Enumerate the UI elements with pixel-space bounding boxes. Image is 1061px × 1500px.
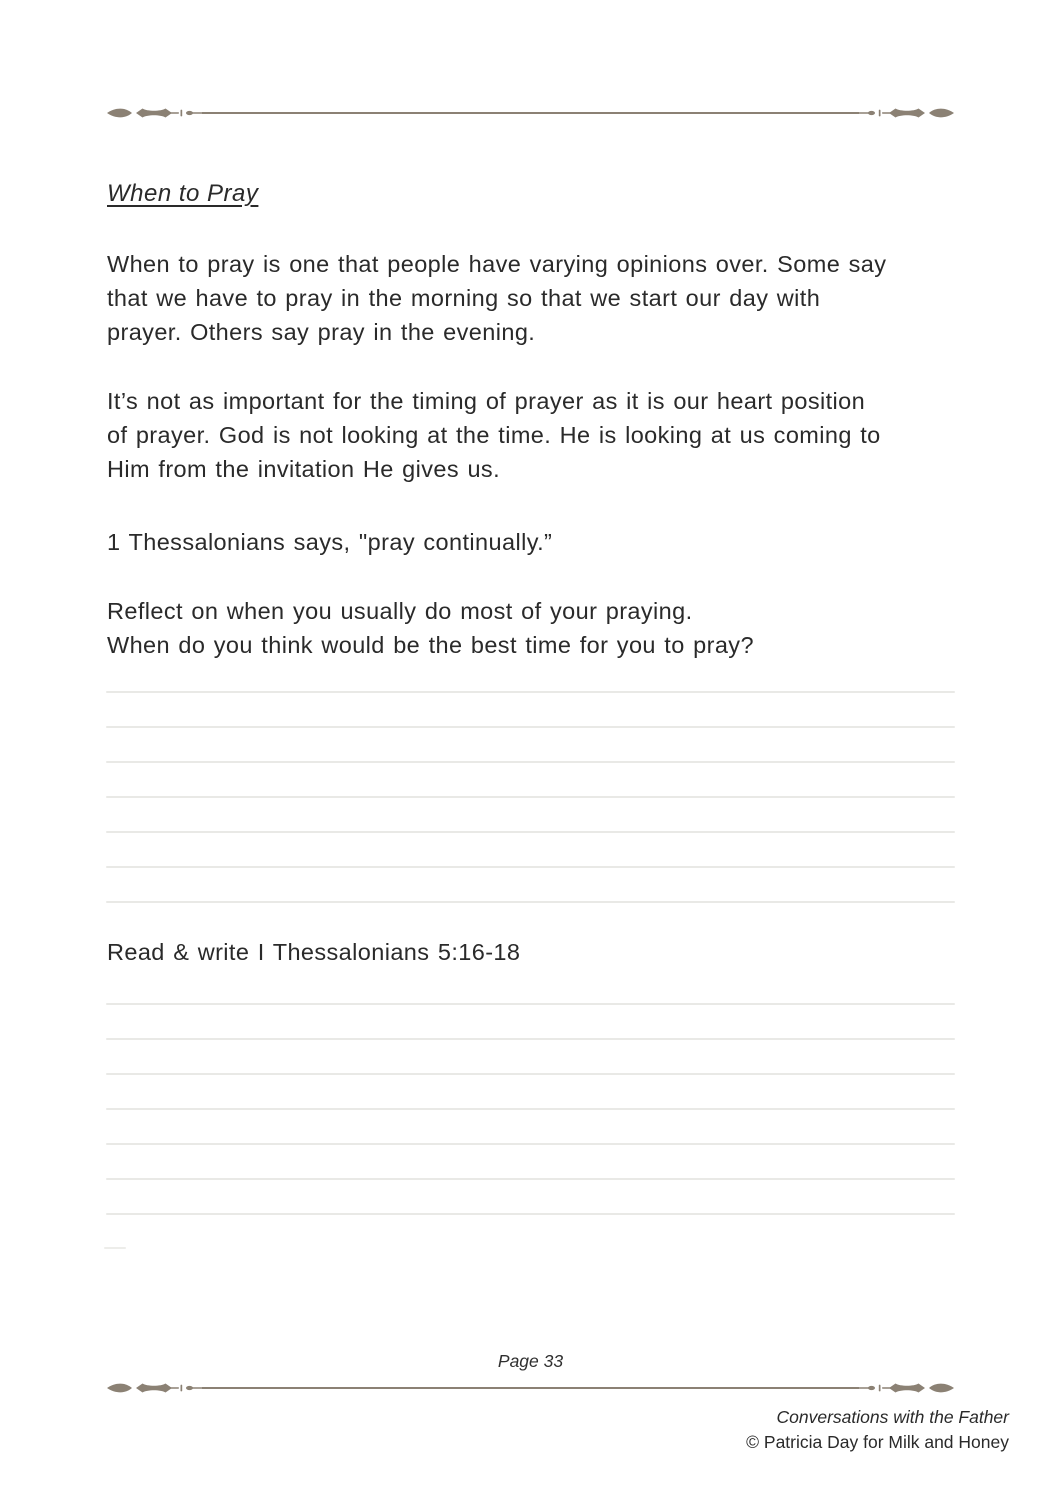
writing-lines-block-1 (106, 691, 955, 936)
paragraph-line: prayer. Others say pray in the evening. (107, 319, 536, 345)
writing-line-stub (104, 1247, 126, 1249)
divider-ornament-left-icon (106, 1380, 202, 1396)
paragraph-line: Him from the invitation He gives us. (107, 456, 501, 482)
reflection-prompt-line: When do you think would be the best time for you to pray? (107, 632, 754, 658)
writing-line (106, 1213, 955, 1215)
book-title: Conversations with the Father (776, 1407, 1009, 1427)
paragraph-line: It’s not as important for the timing of prayer as it is our heart position (107, 388, 866, 414)
writing-line (106, 726, 955, 728)
reflection-prompt (107, 594, 987, 662)
writing-line (106, 831, 955, 833)
paragraph-1 (107, 247, 987, 349)
writing-line (106, 1038, 955, 1040)
decorative-divider-bottom (106, 1380, 955, 1396)
writing-line (106, 901, 955, 903)
writing-line (106, 866, 955, 868)
paragraph-line: of prayer. God is not looking at the time. He is looking at us coming to (107, 422, 881, 448)
writing-line (106, 761, 955, 763)
reflection-prompt-line: Reflect on when you usually do most of your praying. (107, 598, 693, 624)
page-number: Page 33 (497, 1351, 564, 1371)
writing-line (106, 1178, 955, 1180)
copyright-notice: © Patricia Day for Milk and Honey (746, 1432, 1009, 1452)
paragraph-line: that we have to pray in the morning so that we start our day with (107, 285, 821, 311)
writing-line (106, 1003, 955, 1005)
writing-line (106, 691, 955, 693)
writing-line (106, 796, 955, 798)
writing-lines-block-2 (106, 1003, 955, 1248)
verse-quote: 1 Thessalonians says, "pray continually.” (107, 529, 553, 555)
divider-ornament-left-icon (106, 105, 202, 121)
writing-line (106, 1073, 955, 1075)
paragraph-2 (107, 384, 987, 486)
divider-line (202, 1387, 859, 1389)
footer-credits (746, 1405, 1009, 1455)
divider-ornament-right-icon (859, 1380, 955, 1396)
writing-line (106, 1143, 955, 1145)
divider-line (202, 112, 859, 114)
exercise-prompt: Read & write I Thessalonians 5:16-18 (107, 939, 521, 965)
writing-line (106, 1108, 955, 1110)
section-title: When to Pray (107, 180, 259, 207)
decorative-divider-top (106, 105, 955, 121)
paragraph-line: When to pray is one that people have varying opinions over. Some say (107, 251, 887, 277)
divider-ornament-right-icon (859, 105, 955, 121)
